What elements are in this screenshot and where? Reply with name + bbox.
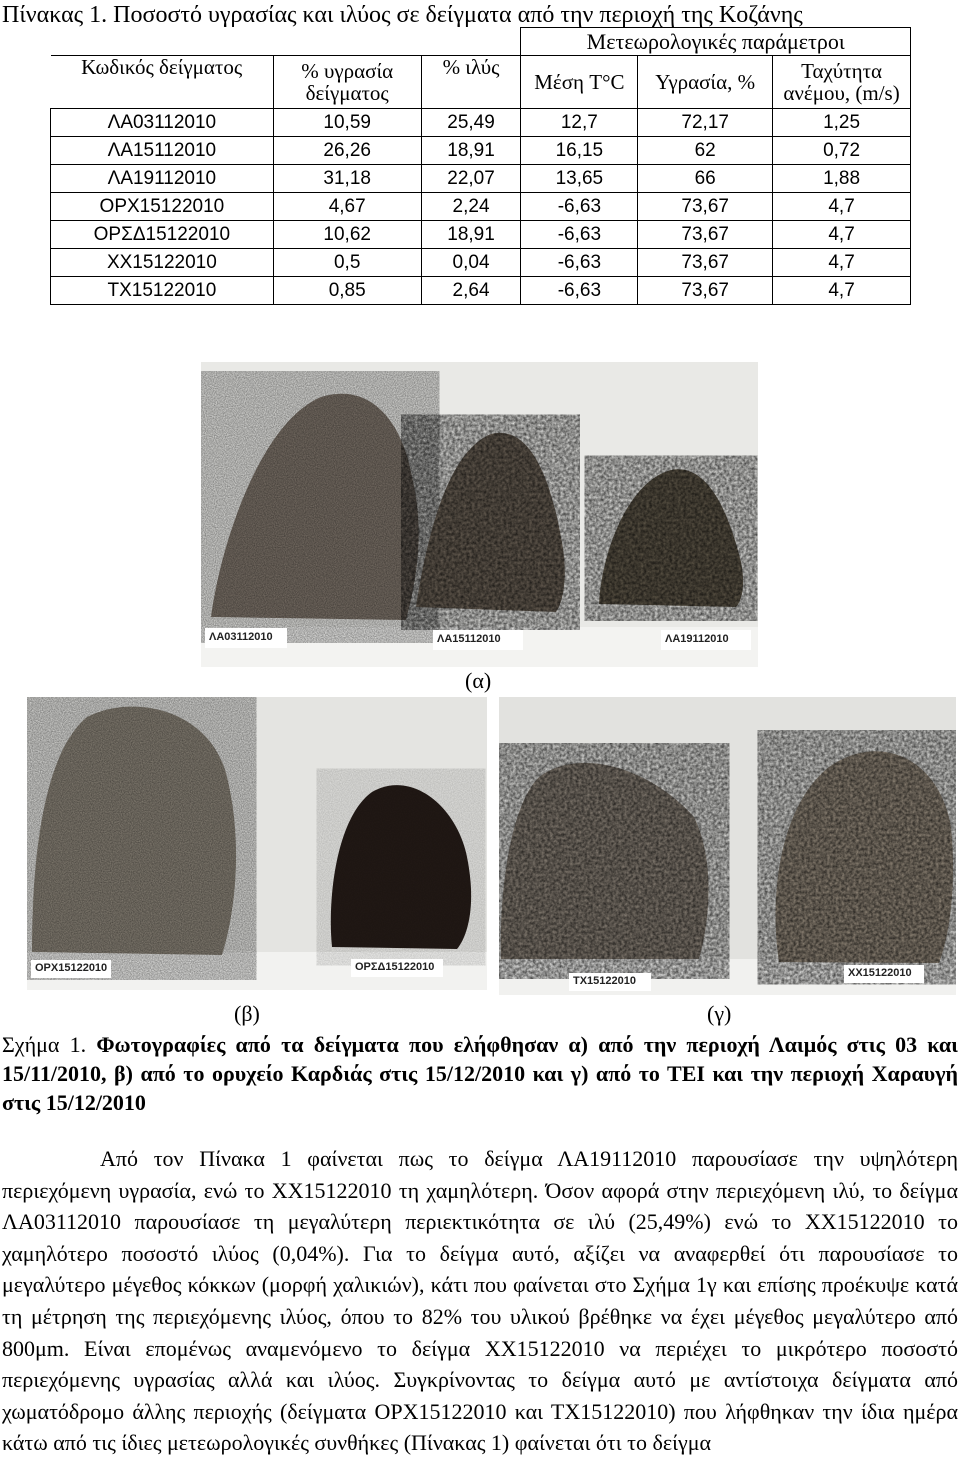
meteo-group-header: Μετεωρολογικές παράμετροι: [521, 28, 911, 56]
figure-caption-text: Φωτογραφίες από τα δείγματα που ελήφθησαν α) από την περιοχή Λαιμός στις 03 και 15/11/2010, β) από το ορυχείο Καρδιάς στις 15/12/2010 και γ) από το ΤΕΙ και την περιοχή Χαραυγή στις 15/12/2010: [2, 1032, 958, 1115]
value-cell: 18,91: [421, 137, 521, 165]
col-header: Μέση T°C: [521, 56, 638, 109]
value-cell: -6,63: [521, 193, 638, 221]
photo-label: ΛΑ15112010: [437, 633, 501, 645]
table-caption: Πίνακας 1. Ποσοστό υγρασίας και ιλύος σε δείγματα από την περιοχή της Κοζάνης: [2, 2, 803, 28]
figure-mark-c: (γ): [707, 1001, 732, 1026]
value-cell: 72,17: [638, 109, 773, 137]
col-header: % ιλύς: [421, 56, 521, 109]
value-cell: 4,7: [773, 277, 911, 305]
sample-code-cell: ΟΡΣΔ15122010: [51, 221, 274, 249]
value-cell: 0,5: [273, 249, 421, 277]
sample-code-cell: ΤΧ15122010: [51, 277, 274, 305]
value-cell: 26,26: [273, 137, 421, 165]
table-row: [51, 277, 911, 305]
value-cell: 18,91: [421, 221, 521, 249]
sample-code-cell: ΛΑ15112010: [51, 137, 274, 165]
value-cell: 73,67: [638, 249, 773, 277]
sample-code-cell: ΟΡΧ15122010: [51, 193, 274, 221]
table-row: [51, 165, 911, 193]
value-cell: 10,59: [273, 109, 421, 137]
value-cell: 4,7: [773, 193, 911, 221]
value-cell: -6,63: [521, 277, 638, 305]
table-header-row: [51, 56, 911, 109]
value-cell: 13,65: [521, 165, 638, 193]
value-cell: -6,63: [521, 249, 638, 277]
value-cell: 10,62: [273, 221, 421, 249]
table-row: [51, 249, 911, 277]
value-cell: 0,72: [773, 137, 911, 165]
photo-label: ΟΡΧ15122010: [35, 962, 108, 974]
value-cell: 12,7: [521, 109, 638, 137]
value-cell: 1,88: [773, 165, 911, 193]
photo-label: ΧΧ15122010: [848, 967, 912, 979]
sample-code-cell: ΧΧ15122010: [51, 249, 274, 277]
photo-c: [499, 697, 956, 995]
table-row: [51, 137, 911, 165]
value-cell: 4,7: [773, 221, 911, 249]
photo-label: ΟΡΣΔ15122010: [355, 961, 435, 973]
value-cell: 73,67: [638, 193, 773, 221]
table-row: [51, 221, 911, 249]
figure-mark-a: (α): [465, 668, 492, 693]
data-table: [50, 27, 911, 305]
body-paragraph-text: Από τον Πίνακα 1 φαίνεται πως το δείγμα ΛΑ19112010 παρουσίασε την υψηλότερη περιεχόμενη υγρασία, ενώ το ΧΧ15122010 τη χαμηλότερη. Όσον αφορά στην περιεχόμενη ιλύ, το δείγμα ΛΑ03112010 παρουσίασε τη μεγαλύτερη περιεκτικότητα σε ιλύ (25,49%) ενώ το ΧΧ15122010 το χαμηλότερο ποσοστό ιλύος (0,04%). Για το δείγμα αυτό, αξίζει να αναφερθεί ότι παρουσίασε το μεγαλύτερο μέγεθος κόκκων (μορφή χαλικιών), κάτι που φαίνεται στο Σχήμα 1γ και επίσης προέκυψε κατά τη μέτρηση της περιεχόμενης ιλύος, όπου το 82% του υλικού βρέθηκε να έχει μέγεθος μεγαλύτερο από 800μm. Είναι επομένως αναμενόμενο το δείγμα ΧΧ15122010 να περιέχει το μικρότερο ποσοστό περιεχόμενης υγρασίας αλλά και ιλύος. Συγκρίνοντας το δείγμα αυτό με αντίστοιχα δείγματα από χωματόδρομο άλλης περιοχής (δείγματα ΟΡΧ15122010 και ΤΧ15122010) που λήφθηκαν την ίδια ημέρα κάτω από τις ίδιες μετεωρολογικές συνθήκες (Πίνακας 1) φαίνεται ότι το δείγμα: [2, 1146, 958, 1456]
photo-label: ΤΧ15122010: [573, 975, 636, 987]
photo-b: [27, 697, 487, 990]
table-row: [51, 109, 911, 137]
photo-a: [201, 362, 758, 667]
value-cell: 73,67: [638, 277, 773, 305]
table-row: [51, 193, 911, 221]
col-header: Ταχύτητα ανέμου, (m/s): [773, 56, 911, 109]
value-cell: 0,04: [421, 249, 521, 277]
photo-label: ΛΑ03112010: [209, 631, 273, 643]
value-cell: 4,67: [273, 193, 421, 221]
col-header: % υγρασία δείγματος: [273, 56, 421, 109]
value-cell: 31,18: [273, 165, 421, 193]
body-paragraph: [2, 1143, 958, 1459]
photo-label: ΛΑ19112010: [665, 633, 729, 645]
value-cell: 73,67: [638, 221, 773, 249]
value-cell: 2,64: [421, 277, 521, 305]
table-corner: [51, 28, 521, 56]
value-cell: 22,07: [421, 165, 521, 193]
value-cell: 0,85: [273, 277, 421, 305]
value-cell: 25,49: [421, 109, 521, 137]
sample-code-cell: ΛΑ03112010: [51, 109, 274, 137]
value-cell: 1,25: [773, 109, 911, 137]
value-cell: 4,7: [773, 249, 911, 277]
value-cell: 16,15: [521, 137, 638, 165]
sample-code-cell: ΛΑ19112010: [51, 165, 274, 193]
figure-caption-prefix: Σχήμα 1.: [2, 1032, 97, 1057]
figure-mark-b: (β): [234, 1001, 260, 1026]
col-header: Υγρασία, %: [638, 56, 773, 109]
value-cell: 66: [638, 165, 773, 193]
col-header: Κωδικός δείγματος: [51, 56, 274, 109]
value-cell: -6,63: [521, 221, 638, 249]
figure-caption: [2, 1030, 958, 1117]
value-cell: 62: [638, 137, 773, 165]
value-cell: 2,24: [421, 193, 521, 221]
